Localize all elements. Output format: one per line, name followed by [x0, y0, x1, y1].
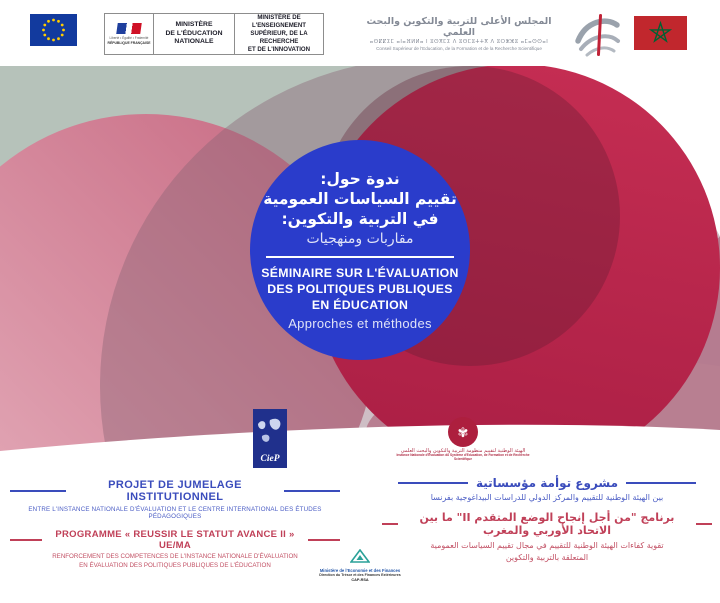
jumelage-ar-subtitle: بين الهيئة الوطنية للتقييم والمركز الدولي للدراسات البيداغوجية بفرنسا — [430, 493, 664, 502]
rule-left — [382, 523, 398, 525]
ministry-education-line3: NATIONALE — [174, 38, 214, 46]
programme-ar-title-row — [382, 511, 712, 537]
rule-left — [10, 490, 66, 492]
jumelage-ar-title-row — [382, 476, 712, 490]
mef-triangle-icon — [350, 549, 370, 563]
rule-left — [10, 539, 42, 541]
french-republic-logo — [105, 14, 153, 54]
footer-project-french — [10, 479, 340, 571]
seminar-title-fr-line1: SÉMINAIRE SUR L'ÉVALUATION — [261, 265, 459, 280]
ine-swirl-icon: ✾ — [457, 424, 469, 440]
ine-caption-french: Instance Nationale d'Evaluation du Système d'Education, de Formation et de Recherche Scientifique — [396, 453, 530, 461]
seminar-subtitle-arabic: مقاربات ومنهجيات — [306, 231, 414, 248]
council-swirl-icon — [572, 11, 624, 57]
rule-right — [696, 523, 712, 525]
seminar-title-ar-line1: ندوة حول: — [320, 170, 400, 189]
french-flag-icon — [116, 23, 142, 34]
ciep-logo — [253, 409, 287, 468]
ciep-label: CieP — [260, 454, 280, 464]
eu-flag — [30, 14, 77, 46]
seminar-title-fr-line2: DES POLITIQUES PUBLIQUES — [267, 281, 453, 296]
programme-ar-subtitle — [382, 540, 712, 564]
programme-title-row — [10, 529, 340, 551]
ministry-superieur-line3: ET DE L'INNOVATION — [247, 45, 311, 53]
jumelage-title-row — [10, 479, 340, 503]
rule-right — [626, 482, 696, 484]
ministry-superieur-line1: MINISTÈRE DE L'ENSEIGNEMENT — [252, 14, 306, 30]
mef-logo — [318, 549, 402, 582]
council-arabic-title: المجلس الأعلى للتربية والتكوين والبحث العلمي — [366, 16, 552, 39]
jumelage-ar-title: مشروع توأمة مؤسساتية — [475, 476, 619, 490]
ministry-superieur-label — [234, 14, 323, 54]
morocco-flag — [634, 16, 687, 50]
programme-title: PROGRAMME « REUSSIR LE STATUT AVANCE II » UE/MA — [55, 529, 295, 551]
ministry-superieur-line2: SUPÉRIEUR, DE LA RECHERCHE — [250, 30, 308, 45]
jumelage-subtitle: ENTRE L'INSTANCE NATIONALE D'ÉVALUATION ET LE CENTRE INTERNATIONAL DES ÉTUDES PÉDAGOGIQUES — [28, 506, 322, 520]
french-republic-label: RÉPUBLIQUE FRANÇAISE — [107, 40, 151, 45]
ine-caption — [393, 448, 533, 462]
council-superieur-block — [350, 16, 568, 52]
rule-right — [284, 490, 340, 492]
seminar-title-ar-line3: في التربية والتكوين: — [281, 210, 439, 229]
ministry-education-line2: DE L'ÉDUCATION — [165, 29, 223, 37]
mef-program-label: CAP-RSA — [351, 577, 369, 582]
ine-logo — [448, 417, 478, 447]
french-motto: Liberté • Égalité • Fraternité — [109, 36, 149, 41]
circle-divider-line — [266, 256, 454, 258]
mef-direction-label: Direction du Trésor et des Finances Extérieures — [319, 573, 401, 578]
council-logo — [572, 11, 624, 62]
ciep-worldmap-icon — [253, 414, 287, 454]
programme-subtitle-line1: RENFORCEMENT DES COMPETENCES DE L'INSTANCE NATIONALE D'ÉVALUATION — [52, 553, 298, 560]
council-french-title: Conseil Supérieur de l'Education, de la Formation et de la Recherche Scientifique — [376, 45, 542, 51]
seminar-title-ar-line2: تقييم السياسات العمومية — [263, 190, 457, 209]
programme-subtitle-line2: EN ÉVALUATION DES POLITIQUES PUBLIQUES DE L'ÉDUCATION — [79, 561, 271, 569]
programme-subtitle — [10, 553, 340, 571]
seminar-title-arabic — [263, 169, 457, 229]
rule-left — [398, 482, 468, 484]
programme-ar-title: برنامج "من أجل إنجاح الوضع المتقدم II" ما بين الاتحاد الأوربي والمغرب — [419, 511, 675, 537]
programme-ar-subtitle-line2: المتعلقة بالتربية والتكوين — [505, 553, 589, 562]
seminar-title-circle — [250, 140, 470, 360]
french-ministries-box — [104, 13, 324, 55]
jumelage-title: PROJET DE JUMELAGE INSTITUTIONNEL — [108, 479, 242, 503]
ine-caption-arabic: الهيئة الوطنية لتقييم منظومة التربية والتكوين والبحث العلمي — [400, 448, 526, 454]
rule-right — [308, 539, 340, 541]
council-tifinagh-title: ⴰⵙⵇⵇⵉⵎ ⴰⵏⴰⴼⵍⵍⴰ ⵏ ⵓⵙⴳⵎⵉ ⴷ ⵓⵙⵎⵓⵜⵜⴳ ⴷ ⵓⵔⵣⵣⵓ ⴰⵎⴰⵙⵙⴰⵏ — [369, 38, 549, 45]
morocco-star-icon — [634, 16, 687, 50]
footer-project-arabic — [382, 476, 712, 564]
mef-ministry-label: Ministère de l'Economie et des Finances — [319, 568, 401, 573]
seminar-subtitle-french: Approches et méthodes — [288, 315, 432, 331]
seminar-title-fr-line3: EN ÉDUCATION — [311, 297, 409, 312]
eu-stars-icon — [30, 14, 77, 46]
seminar-title-french — [261, 266, 458, 314]
header-band — [0, 0, 720, 66]
programme-ar-subtitle-line1: تقوية كفاءات الهيئة الوطنية للتقييم في مجال تقييم السياسات العمومية — [430, 541, 664, 550]
ministry-education-label — [153, 14, 234, 54]
ministry-education-line1: MINISTÈRE — [175, 21, 213, 29]
